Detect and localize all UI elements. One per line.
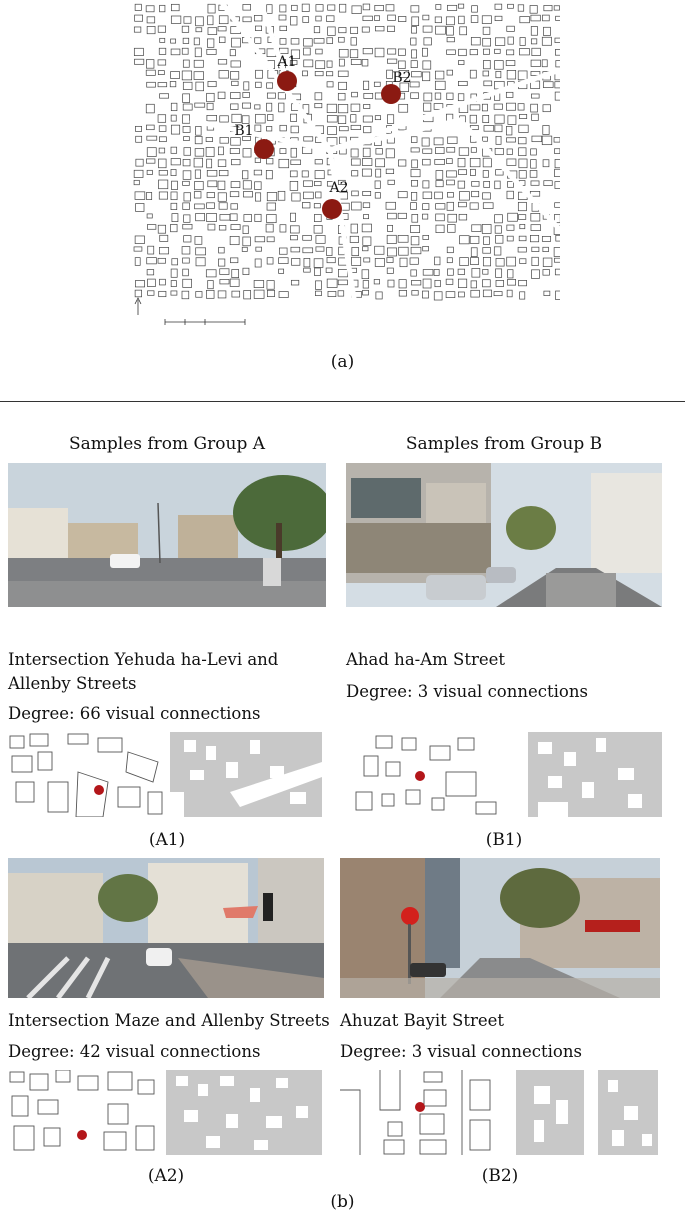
location-marker-b2 — [415, 1102, 425, 1112]
caption-b: (b) — [330, 1192, 355, 1212]
sample-a1-name: Intersection Yehuda ha-Levi and Allenby Streets — [8, 650, 279, 693]
tag-b2: (B2) — [481, 1166, 519, 1186]
marker-b2 — [381, 84, 401, 104]
location-marker-a1 — [94, 785, 104, 795]
sample-a1-degree: Degree: 66 visual connections — [8, 704, 261, 723]
location-marker-a2 — [77, 1130, 87, 1140]
photo-a2-street — [8, 858, 324, 998]
photo-b2-street — [340, 858, 660, 998]
sample-a2-degree: Degree: 42 visual connections — [8, 1042, 261, 1061]
north-arrow-icon — [135, 298, 141, 315]
mini-map-a1-outline — [8, 732, 164, 817]
group-b-heading: Samples from Group B — [405, 434, 603, 454]
sample-a2-name: Intersection Maze and Allenby Streets — [8, 1011, 330, 1030]
city-map-svg — [130, 0, 560, 335]
tag-a1: (A1) — [148, 830, 186, 850]
mini-map-a1-filled — [170, 732, 322, 817]
marker-b2-label: B2 — [392, 70, 412, 86]
sample-b2-name: Ahuzat Bayit Street — [340, 1011, 504, 1030]
photo-a1-street — [8, 463, 326, 607]
caption-a: (a) — [330, 352, 355, 372]
marker-a2 — [322, 199, 342, 219]
marker-b1 — [254, 139, 274, 159]
sample-b2-degree: Degree: 3 visual connections — [340, 1042, 582, 1061]
location-marker-b1 — [415, 771, 425, 781]
marker-b1-label: B1 — [234, 123, 254, 139]
tag-a2: (A2) — [147, 1166, 185, 1186]
sample-b1-name: Ahad ha-Am Street — [346, 650, 506, 669]
scale-bar — [165, 319, 245, 325]
mini-map-a2-filled — [166, 1070, 322, 1155]
city-map — [130, 0, 560, 335]
mini-map-b1-filled — [508, 732, 662, 817]
mini-map-a2-outline — [8, 1070, 158, 1155]
group-a-heading: Samples from Group A — [68, 434, 266, 454]
sample-b1-degree: Degree: 3 visual connections — [346, 682, 588, 701]
mini-map-b1-outline — [346, 732, 502, 817]
mini-map-b2-outline — [340, 1070, 496, 1155]
mini-map-b2-filled — [504, 1070, 658, 1155]
marker-a2-label: A2 — [329, 180, 349, 196]
tag-b1: (B1) — [485, 830, 523, 850]
photo-b1-street — [346, 463, 662, 607]
marker-a1 — [277, 71, 297, 91]
section-divider — [0, 401, 685, 402]
marker-a1-label: A1 — [277, 54, 297, 70]
